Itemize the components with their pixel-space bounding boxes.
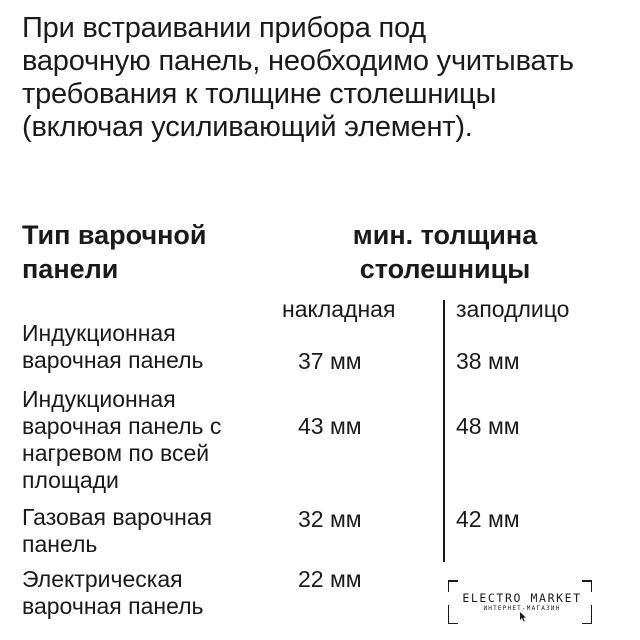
value-overlay: 43 мм (298, 413, 362, 439)
intro-line: требования к толщине столешницы (22, 78, 497, 110)
row-name-line: нагревом по всей (22, 440, 210, 466)
row-name-line: Электрическая (22, 566, 183, 592)
subheader-overlay: накладная (282, 296, 396, 322)
value-flush: 38 мм (456, 348, 520, 374)
table-row-name (22, 320, 204, 374)
value-overlay: 32 мм (298, 506, 362, 532)
row-name-line: варочная панель (22, 347, 204, 373)
row-name-line: панель (22, 531, 98, 557)
row-name-line: Индукционная (22, 320, 176, 346)
row-name-line: варочная панель с (22, 413, 222, 439)
value-flush: 48 мм (456, 413, 520, 439)
cursor-icon (519, 612, 527, 622)
row-name-line: варочная панель (22, 593, 204, 619)
column-header-min-line: мин. толщина (352, 220, 538, 250)
row-name-line: Газовая варочная (22, 504, 213, 530)
value-overlay: 22 мм (298, 566, 362, 592)
logo-title: ELECTRO MARKET (440, 592, 604, 605)
column-header-type-line: Тип варочной (22, 220, 207, 250)
row-name-line: площади (22, 467, 119, 493)
column-divider (443, 300, 445, 562)
column-header-min-thickness (312, 218, 578, 286)
intro-line: (включая усиливающий элемент). (22, 111, 473, 143)
table-row-name (22, 504, 212, 558)
intro-paragraph (22, 12, 632, 144)
subheader-flush: заподлицо (456, 296, 570, 322)
value-overlay: 37 мм (298, 348, 362, 374)
intro-line: варочную панель, необходимо учитывать (22, 45, 574, 77)
column-header-min-line: столешницы (359, 254, 531, 284)
table-row-name (22, 566, 204, 620)
column-header-type-line: панели (22, 254, 119, 284)
table-row-name (22, 386, 221, 494)
logo-subtitle: ИНТЕРНЕТ-МАГАЗИН (483, 605, 561, 612)
value-flush: 42 мм (456, 506, 520, 532)
column-header-type (22, 218, 207, 286)
electro-market-logo (440, 574, 604, 630)
row-name-line: Индукционная (22, 386, 176, 412)
intro-line: При встраивании прибора под (22, 12, 427, 44)
